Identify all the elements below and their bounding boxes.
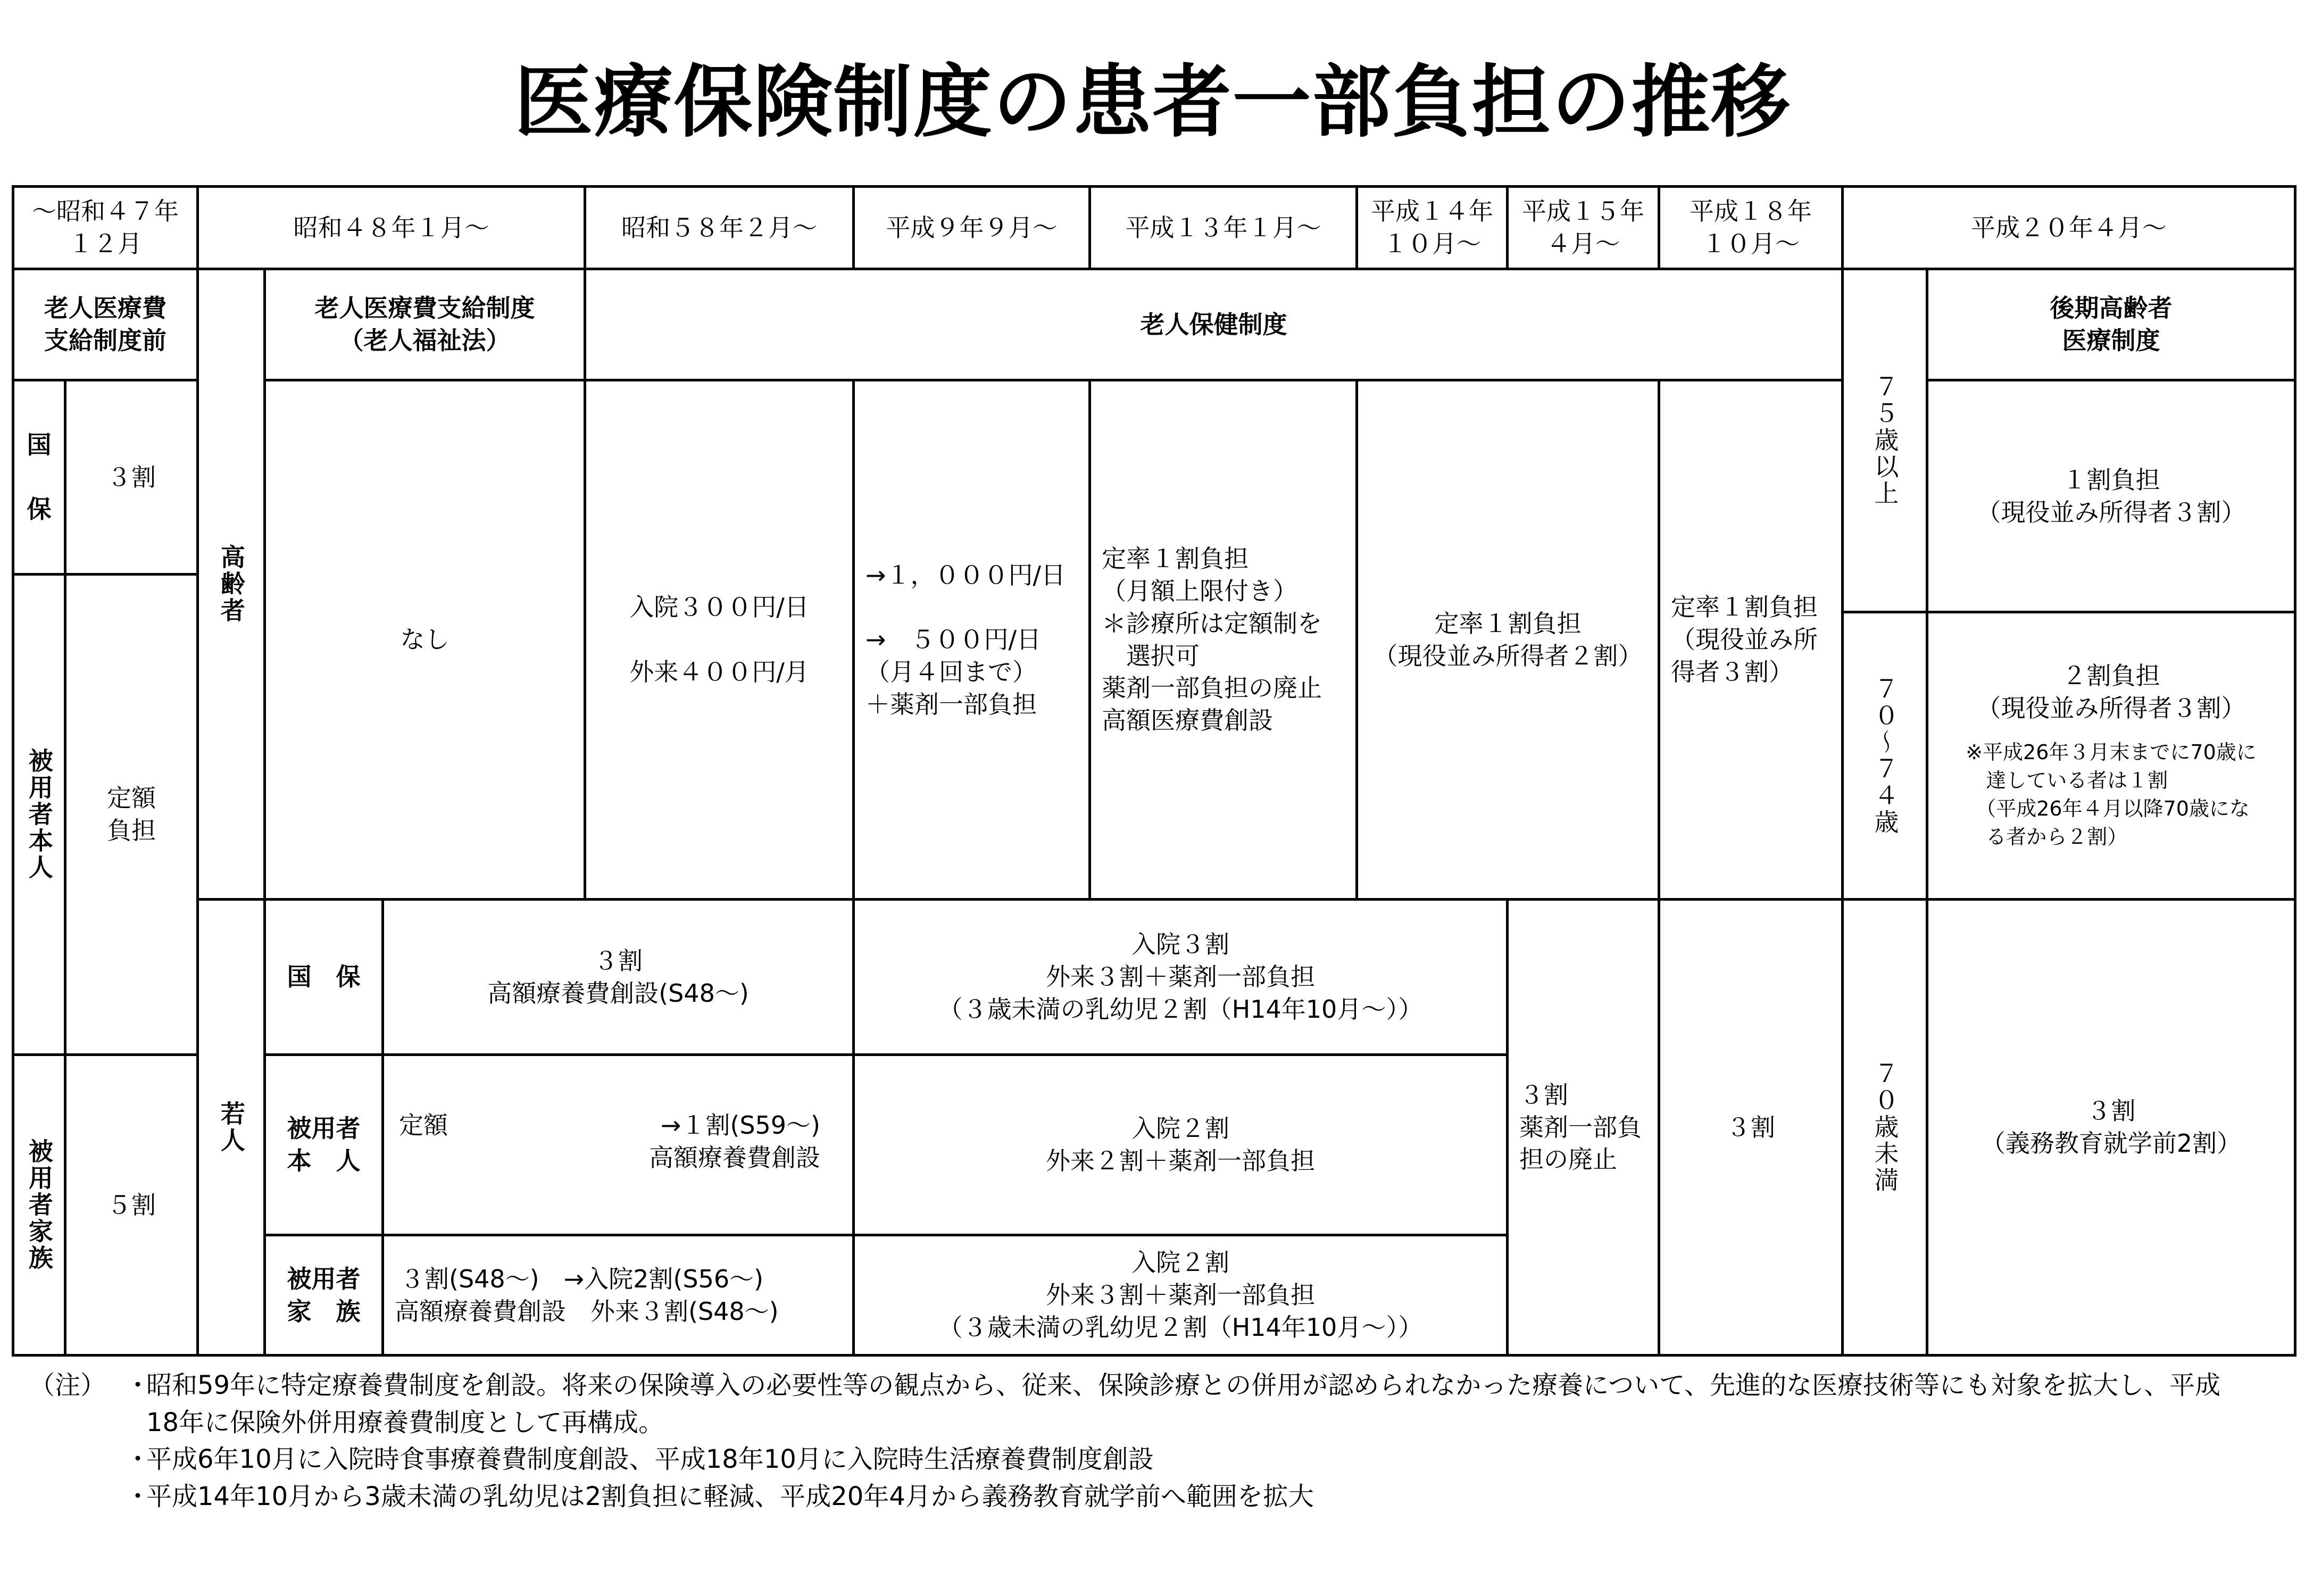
notes (29, 1367, 2253, 1515)
header-period-h9: 平成９年９月～ (852, 185, 1091, 270)
elderly-h18: 定率１割負担 （現役並み所 得者３割） (1658, 379, 1844, 901)
young-kokuho-label: 国 保 (263, 898, 384, 1056)
page-title: 医療保険制度の患者一部負担の推移 (514, 56, 1791, 148)
header-period-h20: 平成２０年４月～ (1841, 185, 2296, 270)
young-honnin-s48 (381, 1053, 855, 1236)
note-bullet: ・ (125, 1481, 151, 1511)
note-item: 平成14年10月から3歳未満の乳幼児は2割負担に軽減、平成20年4月から義務教育就学前へ範囲を拡大 (146, 1481, 1314, 1511)
h20-age70-74-note: ※平成26年３月末までに70歳に 達している者は１割 （平成26年４月以降70歳にな る者から２割） (1966, 740, 2257, 849)
young-kokuho-h9: 入院３割 外来３割＋薬剤一部負担 （３歳未満の乳幼児２割（H14年10月～）） (852, 898, 1509, 1056)
elderly-h14: 定率１割負担 （現役並み所得者２割） (1355, 379, 1660, 901)
group-jakunin: 若人 (196, 898, 266, 1357)
header-period-h18: 平成１８年 １０月～ (1658, 185, 1844, 270)
young-kazoku-label: 被用者 家 族 (263, 1234, 384, 1357)
age-70-74: ７０～７４歳 (1841, 611, 1928, 901)
young-kokuho-s48: ３割 高額療養費創設(S48～) (381, 898, 855, 1056)
header-period-s48: 昭和４８年１月～ (196, 185, 586, 270)
label-hihokensha-kazoku: 被用者家族 (12, 1053, 66, 1357)
note-bullet: ・ (125, 1370, 151, 1400)
h20-under70: ３割 （義務教育就学前2割） (1926, 898, 2296, 1357)
pre-system-label: 老人医療費 支給制度前 (12, 268, 199, 381)
elderly-h13: 定率１割負担 （月額上限付き） ＊診療所は定額制を 選択可 薬剤一部負担の廃止 高額医療費創設 (1088, 379, 1358, 901)
notes-label: （注） (29, 1370, 106, 1400)
system-rojin-iryohi: 老人医療費支給制度 （老人福祉法） (263, 268, 586, 381)
header-period-pre-s47: ～昭和４７年 １２月 (12, 185, 199, 270)
young-honnin-s48-b: →１割(S59～) 高額療養費創設 (649, 1111, 820, 1172)
system-kouki-koureisha: 後期高齢者 医療制度 (1926, 268, 2296, 381)
label-hihokensha-honnin: 被用者本人 (12, 573, 66, 1056)
young-honnin-h9: 入院２割 外来２割＋薬剤一部負担 (852, 1053, 1509, 1236)
note-item: 平成6年10月に入院時食事療養費制度創設、平成18年10月に入院時生活療養費制度創設 (146, 1444, 1154, 1475)
header-period-h14: 平成１４年 １０月～ (1355, 185, 1509, 270)
age-over75: ７５歳以上 (1841, 268, 1928, 613)
young-kazoku-s48-b: 高額療養費創設 外来３割(S48～) (395, 1296, 779, 1326)
young-honnin-s48-a: 定額 (399, 1111, 448, 1140)
value-kokuho: ３割 (64, 379, 199, 576)
note-item: 昭和59年に特定療養費制度を創設。将来の保険導入の必要性等の観点から、従来、保険診療との併用が認められなかった療養について、先進的な医療技術等にも対象を拡大し、平成18年に保険外併用療養費制度として再構成。 (146, 1370, 2221, 1437)
note-bullet: ・ (125, 1444, 151, 1475)
young-kazoku-s48 (381, 1234, 855, 1357)
elderly-h9: →１，０００円/日 → ５００円/日 （月４回まで） ＋薬剤一部負担 (852, 379, 1091, 901)
young-kazoku-h9: 入院２割 外来３割＋薬剤一部負担 （３歳未満の乳幼児２割（H14年10月～）） (852, 1234, 1509, 1357)
system-rojin-hoken: 老人保健制度 (584, 268, 1844, 381)
young-honnin-label: 被用者 本 人 (263, 1053, 384, 1236)
elderly-s48: なし (263, 379, 586, 901)
group-koureisha: 高齢者 (196, 268, 266, 901)
young-h15: ３割 薬剤一部負 担の廃止 (1506, 898, 1660, 1357)
label-kokuho: 国 保 (12, 379, 66, 576)
young-kazoku-s48-a: ３割(S48～) →入院2割(S56～) (400, 1264, 764, 1293)
value-hihokensha-honnin: 定額 負担 (64, 573, 199, 1056)
h20-age70-74: ２割負担 （現役並み所得者３割） ※平成26年３月末までに70歳に 達している者は１割 （平成26年４月以降70歳にな る者から２割） (1926, 611, 2296, 901)
header-period-h13: 平成１３年１月～ (1088, 185, 1358, 270)
age-under70: ７０歳未満 (1841, 898, 1928, 1357)
value-hihokensha-kazoku: ５割 (64, 1053, 199, 1357)
header-period-s58: 昭和５８年２月～ (584, 185, 855, 270)
h20-over75: １割負担 （現役並み所得者３割） (1926, 379, 2296, 613)
header-period-h15: 平成１５年 ４月～ (1506, 185, 1660, 270)
young-h18: ３割 (1658, 898, 1844, 1357)
elderly-s58: 入院３００円/日 外来４００円/月 (584, 379, 855, 901)
